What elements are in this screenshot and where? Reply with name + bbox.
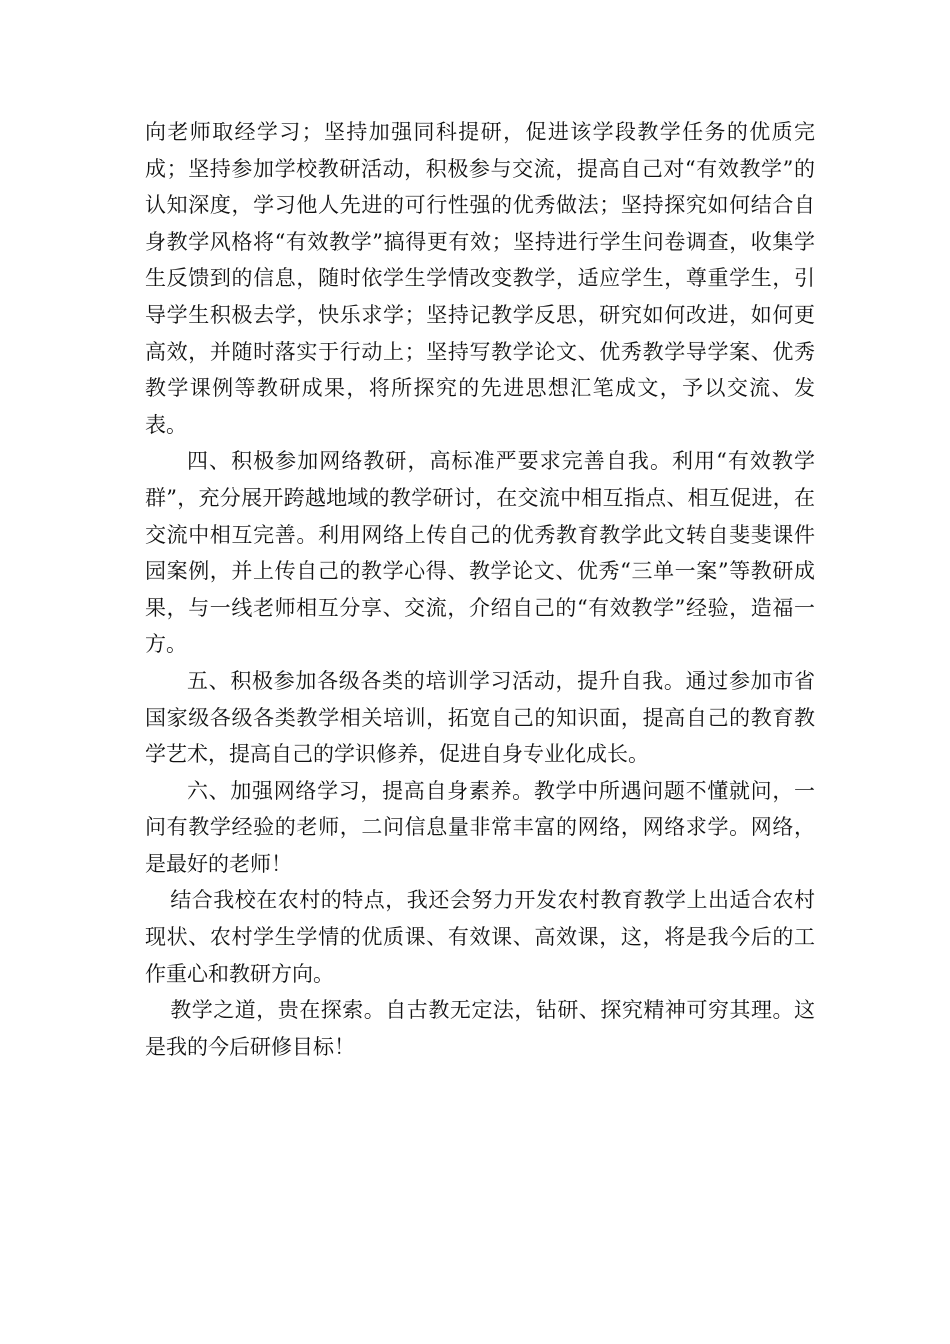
paragraph-continued: 向老师取经学习；坚持加强同科提研，促进该学段教学任务的优质完成；坚持参加学校教研活动，积极参与交流，提高自己对“有效教学”的认知深度，学习他人先进的可行性强的优秀做法；坚持探究如何结合自身教学风格将“有效教学”搞得更有效；坚持进行学生问卷调查，收集学生反馈到的信息，随时依学生学情改变教学，适应学生，尊重学生，引导学生积极去学，快乐求学；坚持记教学反思，研究如何改进，如何更高效，并随时落实于行动上；坚持写教学论文、优秀教学导学案、优秀教学课例等教研成果，将所探究的先进思想汇笔成文，予以交流、发表。 <box>145 120 815 437</box>
document-body <box>145 114 815 1065</box>
paragraph-section-six: 六、加强网络学习，提高自身素养。教学中所遇问题不懂就问，一问有教学经验的老师，二问信息量非常丰富的网络，网络求学。网络，是最好的老师！ <box>145 778 815 876</box>
paragraph-conclusion: 教学之道，贵在探索。自古教无定法，钻研、探究精神可穷其理。这是我的今后研修目标！ <box>145 998 815 1059</box>
paragraph-section-four: 四、积极参加网络教研，高标准严要求完善自我。利用“有效教学群”，充分展开跨越地域的教学研讨，在交流中相互指点、相互促进，在交流中相互完善。利用网络上传自己的优秀教育教学此文转自斐斐课件园案例，并上传自己的教学心得、教学论文、优秀“三单一案”等教研成果，与一线老师相互分享、交流，介绍自己的“有效教学”经验，造福一方。 <box>145 449 815 657</box>
paragraph-rural-plan: 结合我校在农村的特点，我还会努力开发农村教育教学上出适合农村现状、农村学生学情的优质课、有效课、高效课，这，将是我今后的工作重心和教研方向。 <box>145 888 815 986</box>
paragraph-section-five: 五、积极参加各级各类的培训学习活动，提升自我。通过参加市省国家级各级各类教学相关培训，拓宽自己的知识面，提高自己的教育教学艺术，提高自己的学识修养，促进自身专业化成长。 <box>145 668 815 767</box>
